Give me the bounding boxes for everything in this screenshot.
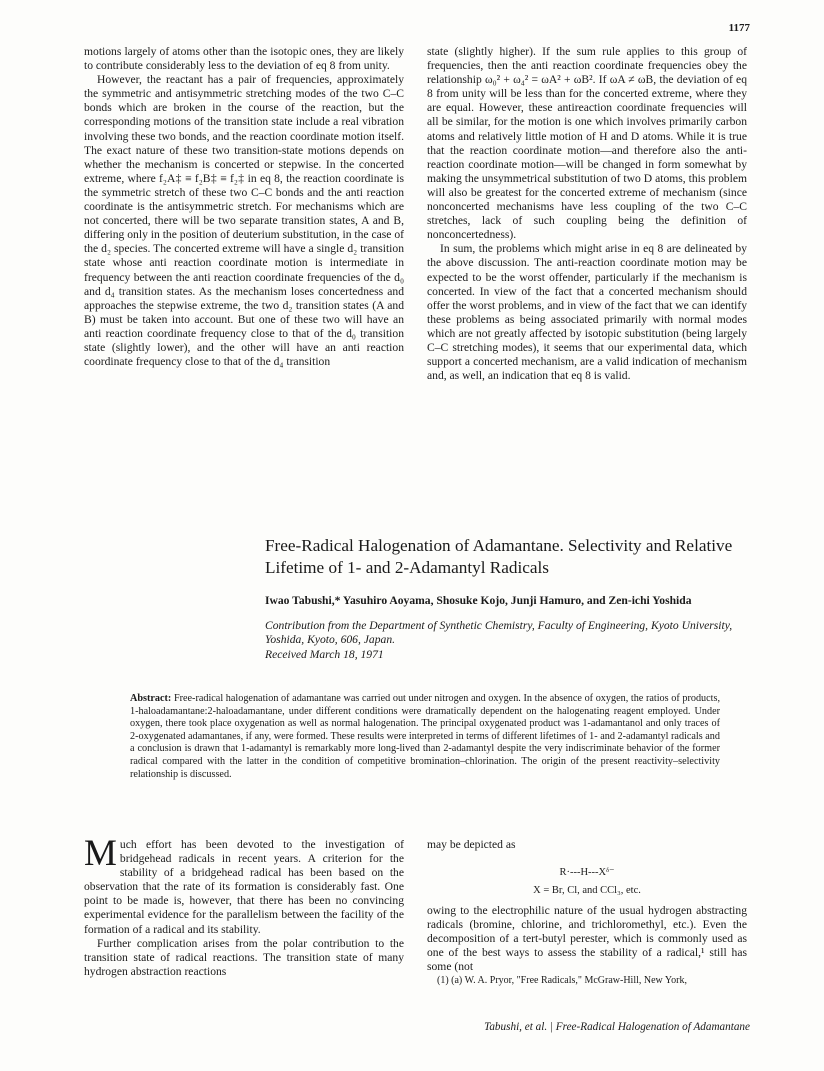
abstract-text: Free-radical halogenation of adamantane was carried out under nitrogen and oxygen. In the absence of oxygen, the ratios of products, 1-haloadamantane:2-haloadamantane, under different conditions were dramatically dependent on the halogenating reagent employed. Under oxygen, there took place oxygenation as well as normal halogenation. The principal oxygenated product was 1-adamantanol and only traces of 2-oxygenated adamantanes, if any, were formed. These results were interpreted in terms of different lifetimes of 1- and 2-adamantyl radicals and a conclusion is drawn that 1-adamantyl is remarkably more long-lived than 2-adamantyl despite the very indiscriminate behavior of the former radical compared with the latter in the condition of competitive bromination–chlorination. The origin of the present reactivity–selectivity relationship is discussed.	[130, 693, 720, 780]
dropcap: M	[84, 833, 117, 874]
article-header	[265, 535, 735, 662]
abstract-label: Abstract:	[130, 693, 172, 704]
intro-paragraph	[84, 833, 404, 937]
affiliation: Contribution from the Department of Synthetic Chemistry, Faculty of Engineering, Kyoto University, Yoshida, Kyoto, 606, Japan.	[265, 618, 733, 646]
formula: R·---H---Xᵟ⁻	[559, 867, 615, 879]
top-left-column	[84, 45, 404, 369]
transition-state-formula	[427, 866, 747, 898]
received-date: Received March 18, 1971	[265, 647, 384, 661]
footnote: (1) (a) W. A. Pryor, "Free Radicals," McGraw-Hill, New York,	[437, 974, 687, 986]
top-right-column	[427, 45, 747, 383]
abstract	[130, 693, 720, 781]
paragraph: However, the reactant has a pair of frequencies, approximately the symmetric and antisymmetric stretching modes of the two C–C bonds which are broken in the course of the reaction, but the corresponding motions of the transition state include a real vibration involving these two bonds, and the reaction coordinate motion itself. The exact nature of these two transition-state motions depends on whether the mechanism is concerted or stepwise. In the concerted extreme, where f₂A‡ ≡ f₂B‡ ≡ f₂‡ in eq 8, the reaction coordinate is the symmetric stretch of these two C–C bonds and the anti reaction coordinate is the antisymmetric stretch. For mechanisms which are not concerted, there will be two separate transition states, A and B, differing only in the position of deuterium substitution, in the case of the d₂ species. The concerted extreme will have a single d₂ transition state whose anti reaction coordinate motion is intermediate in frequency between the anti reaction coordinate frequencies of the d₀ and d₄ transition states. As the mechanism loses concertedness and approaches the stepwise extreme, the two d₂ transition states (A and B) must be taken into account. But one of these two will have an anti reaction coordinate frequency close to that of the d₀ transition state (slightly lower), and the other will have an anti reaction coordinate frequency close to that of the d₄ transition	[84, 73, 404, 369]
paragraph-lead: may be depicted as	[427, 838, 516, 851]
running-footer: Tabushi, et al. | Free-Radical Halogenation of Adamantane	[484, 1021, 750, 1033]
article-title: Free-Radical Halogenation of Adamantane. Selectivity and Relative Lifetime of 1- and 2-Adamantyl Radicals	[265, 536, 733, 577]
page-number: 1177	[728, 22, 750, 34]
paragraph: state (slightly higher). If the sum rule applies to this group of frequencies, then the anti reaction coordinate frequencies obey the relationship ω₀² + ω₄² = ωA² + ωB². If ωA ≠ ωB, the deviation of eq 8 from unity will be less than for the concerted extreme, where they are equal. However, these antireaction coordinate frequencies will all be similar, for the motion is one which involves primarily carbon atoms and relatively little motion of H and D atoms. While it is true that the reaction coordinate motion—and therefore also the anti-reaction coordinate motion—will be changed in form somewhat by making the unsymmetrical substitution of two D atoms, this problem will also be greatest for the concerted extreme of mechanism (since nonconcerted mechanisms have less coupling of the two C–C stretches, lack of such coupling being the definition of nonconcertedness).	[427, 45, 747, 242]
intro-text: uch effort has been devoted to the investigation of bridgehead radicals in recent years. A criterion for the stability of a bridgehead radical has been based on the observation that the rate of its formation is considerably fast. One point to be made is, however, that there has been no convincing experimental evidence for the parallelism between the facility of the formation of a radical and its stability.	[84, 838, 404, 936]
formula-caption: X = Br, Cl, and CCl₃, etc.	[533, 885, 641, 897]
bottom-left-column	[84, 833, 404, 979]
paragraph: In sum, the problems which might arise in eq 8 are delineated by the above discussion. The anti-reaction coordinate motion may be expected to be the worst offender, particularly if the mechanism is concerted. In view of the fact that a concerted mechanism should offer the worst problems, and in view of the fact that we can identify these problems as being associated primarily with normal modes which are not greatly affected by isotopic substitution (being largely C–C stretching modes), it seems that our experimental data, which support a concerted mechanism, are a valid indication of mechanism and, as well, an indication that eq 8 is valid.	[427, 242, 747, 383]
paragraph: motions largely of atoms other than the isotopic ones, they are likely to contribute considerably less to the deviation of eq 8 from unity.	[84, 45, 404, 73]
bottom-right-column	[427, 838, 747, 987]
paragraph: owing to the electrophilic nature of the usual hydrogen abstracting radicals (bromine, chlorine, and trichloromethyl, etc.). Even the decomposition of a tert-butyl perester, which is commonly used as one of the best ways to assess the stability of a radical,¹ still has some (not	[427, 904, 747, 974]
authors: Iwao Tabushi,* Yasuhiro Aoyama, Shosuke Kojo, Junji Hamuro, and Zen-ichi Yoshida	[265, 594, 692, 607]
paragraph: Further complication arises from the polar contribution to the transition state of radical reactions. The transition state of many hydrogen abstraction reactions	[84, 936, 404, 978]
